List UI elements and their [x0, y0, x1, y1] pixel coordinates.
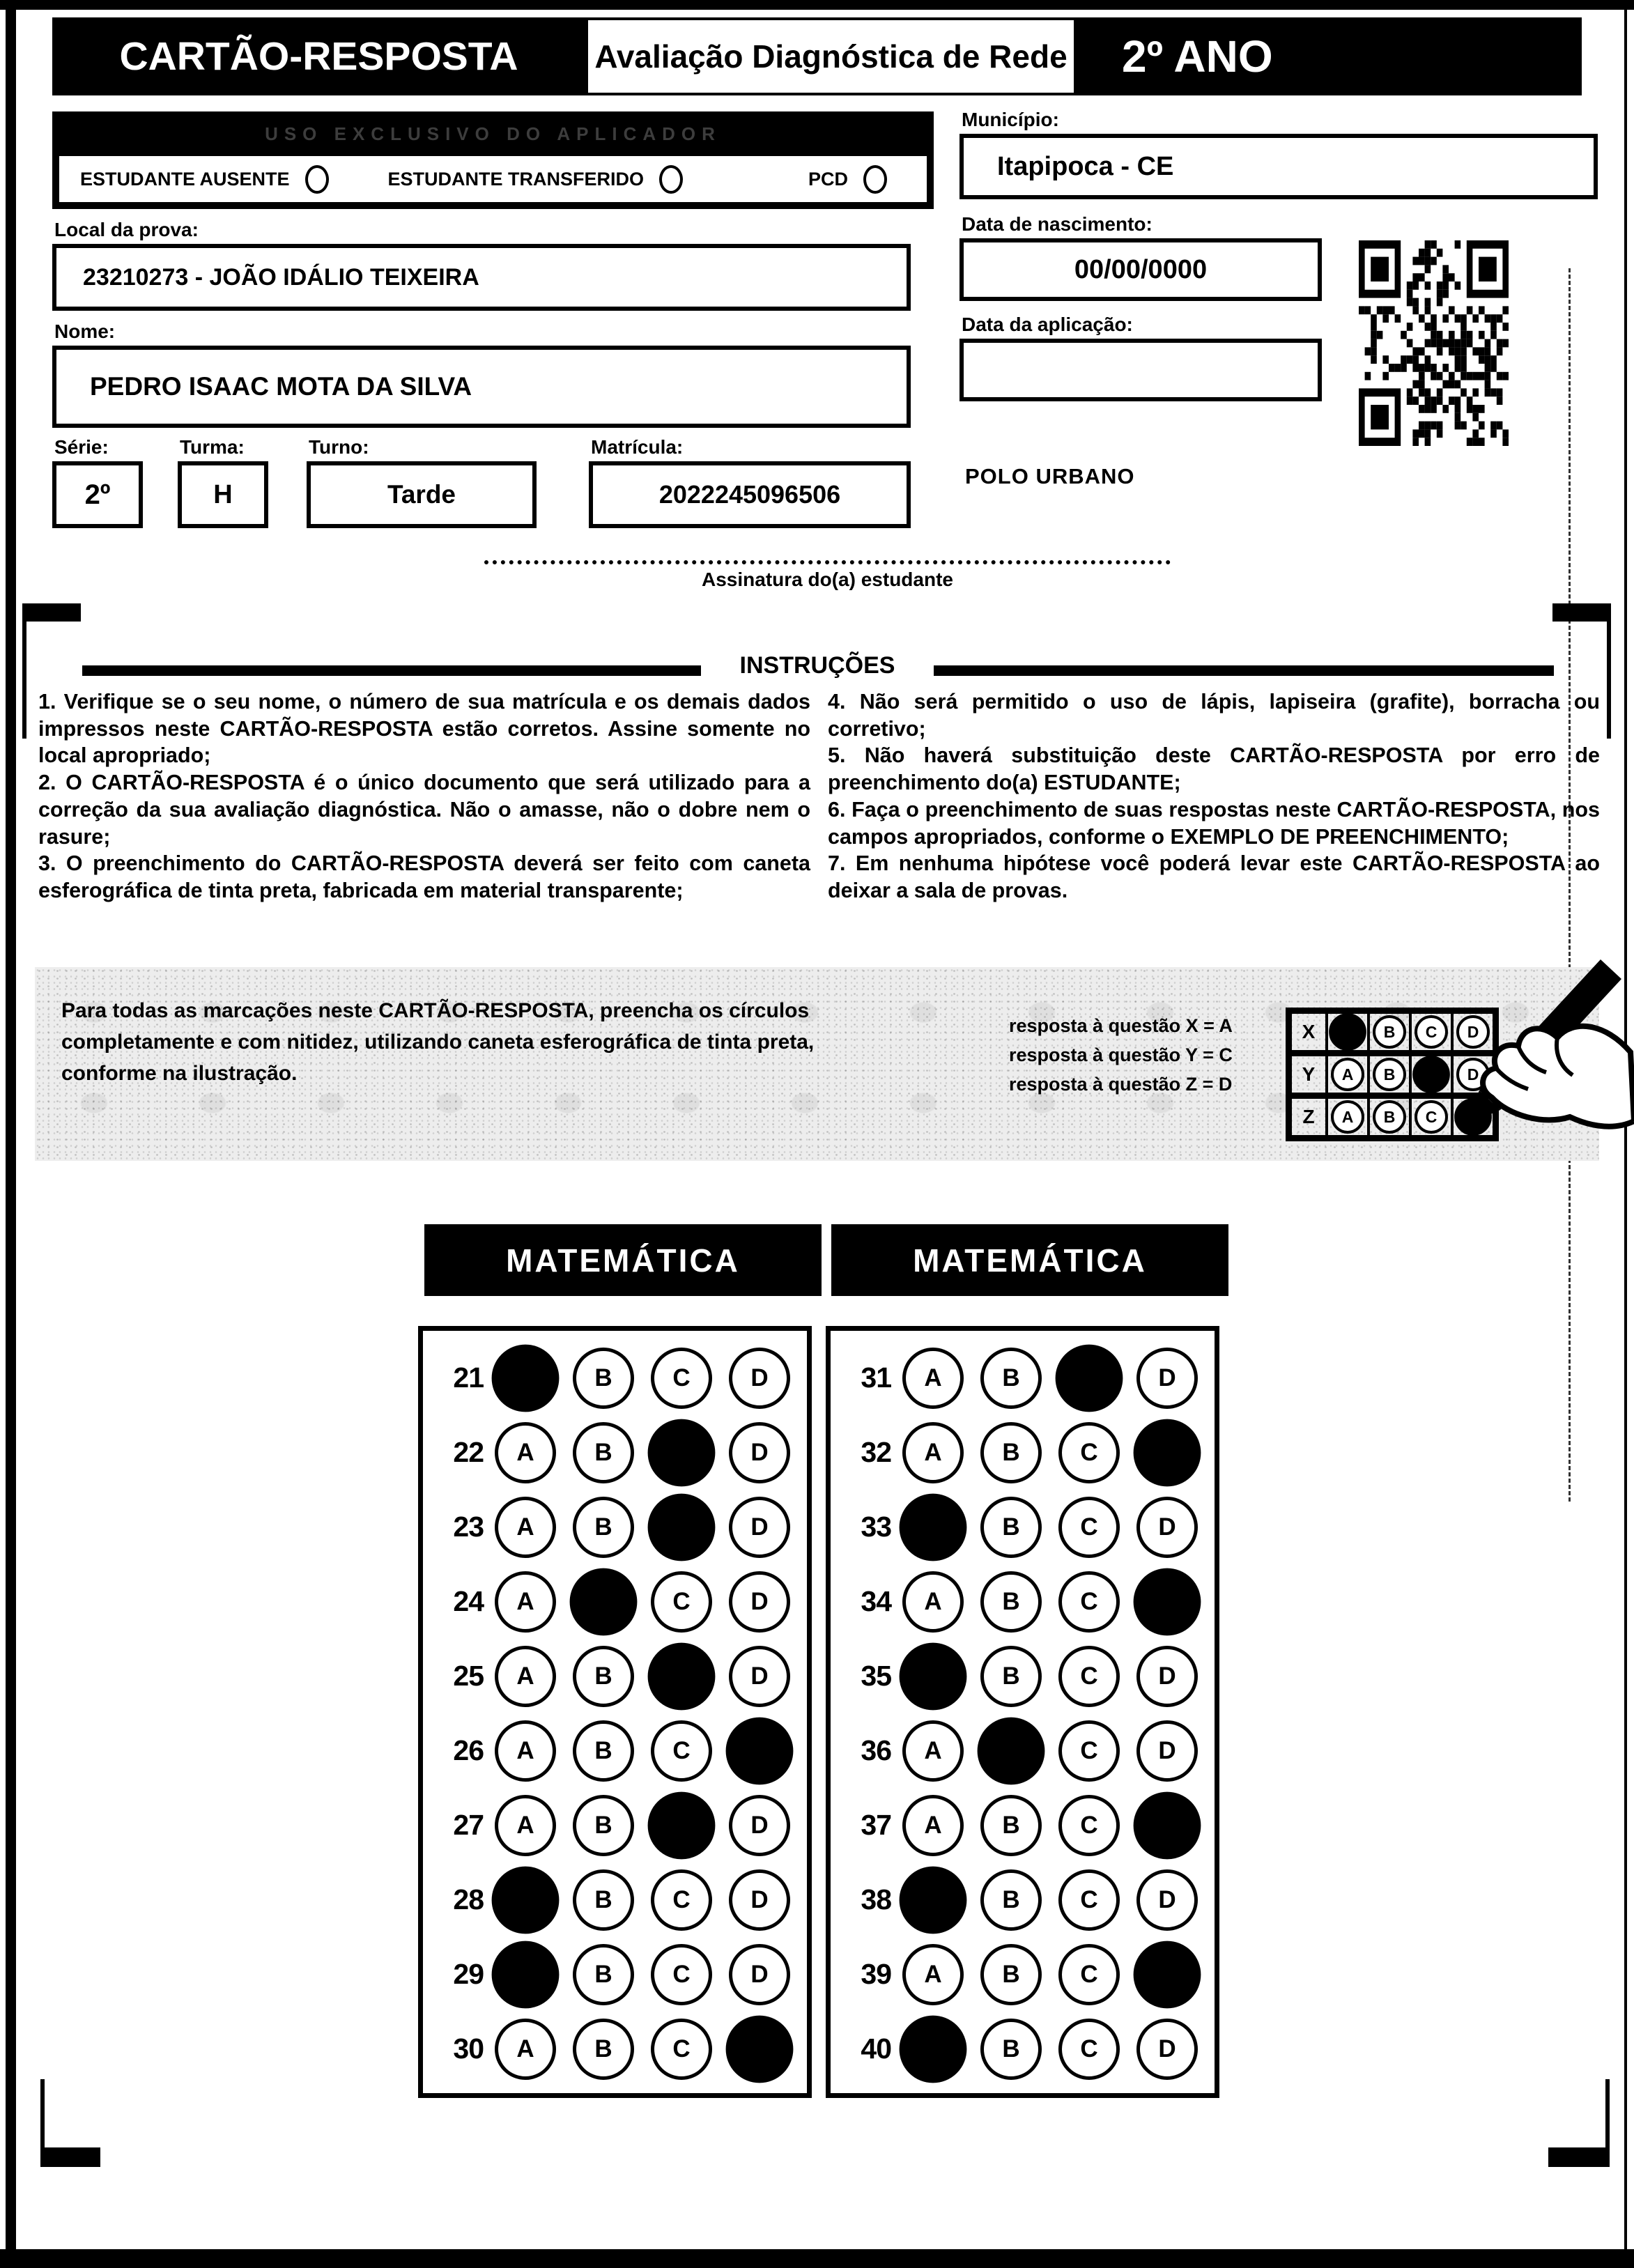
answer-bubble-40-b[interactable]: B: [980, 2019, 1042, 2080]
checkbox-label: ESTUDANTE TRANSFERIDO: [387, 168, 645, 190]
answer-bubble-21-b[interactable]: B: [573, 1348, 634, 1409]
question-number: 28: [453, 1883, 484, 1915]
field-label-matricula: Matrícula:: [591, 436, 684, 458]
answer-bubble-37-c[interactable]: C: [1058, 1795, 1120, 1856]
answer-bubble-22-d[interactable]: D: [729, 1422, 790, 1483]
field-box-municipio: Itapipoca - CE: [959, 134, 1598, 199]
example-bubble-a[interactable]: A: [1331, 1100, 1364, 1134]
answer-bubble-24-a[interactable]: A: [495, 1571, 556, 1633]
instructions-rule-left: [82, 665, 701, 676]
answer-bubble-30-a[interactable]: A: [495, 2019, 556, 2080]
answer-bubble-35-a[interactable]: [900, 1642, 967, 1710]
polo-label: POLO URBANO: [965, 464, 1135, 488]
answer-bubble-22-a[interactable]: A: [495, 1422, 556, 1483]
question-row: [434, 1937, 807, 2012]
hand-pen-illustration-icon: [1418, 958, 1634, 1167]
answer-bubble-39-a[interactable]: A: [902, 1944, 964, 2005]
corner-mark-top-left-line: [22, 622, 26, 739]
answer-bubble-28-b[interactable]: B: [573, 1869, 634, 1931]
answer-bubble-34-a[interactable]: A: [902, 1571, 964, 1633]
corner-mark-top-right-line: [1607, 622, 1611, 739]
fill-example-legend-item: resposta à questão Y = C: [1009, 1044, 1233, 1065]
answer-bubble-24-c[interactable]: C: [651, 1571, 712, 1633]
answer-bubble-28-c[interactable]: C: [651, 1869, 712, 1931]
field-box-serie: 2º: [52, 461, 143, 528]
subject-header-matematica-1: MATEMÁTICA: [424, 1224, 822, 1296]
page-border-top: [0, 0, 1634, 10]
answer-bubble-34-c[interactable]: C: [1058, 1571, 1120, 1633]
answer-bubble-25-a[interactable]: A: [495, 1646, 556, 1707]
answer-bubble-36-c[interactable]: C: [1058, 1720, 1120, 1782]
answer-bubble-33-a[interactable]: [900, 1493, 967, 1561]
answer-bubble-27-c[interactable]: [648, 1791, 716, 1859]
signature-label: Assinatura do(a) estudante: [702, 569, 953, 590]
answer-grid-31-40: [826, 1326, 1219, 2098]
answer-bubble-27-d[interactable]: D: [729, 1795, 790, 1856]
fill-example-text: Para todas as marcações neste CARTÃO-RESPOSTA, preencha os círculos completamente e com nitidez, utilizando caneta esferográfica de tinta preta, conforme na ilustração.: [61, 999, 815, 1085]
question-number: 31: [861, 1361, 891, 1394]
field-label-municipio: Município:: [962, 109, 1059, 130]
answer-bubble-31-d[interactable]: D: [1136, 1348, 1198, 1409]
checkbox-label: PCD: [808, 168, 849, 190]
instruction-item: 2. O CARTÃO-RESPOSTA é o único documento que será utilizado para a correção da sua avaliação diagnóstica. Não o amasse, não o dobre nem o rasure;: [38, 771, 810, 849]
answer-bubble-28-a[interactable]: [492, 1866, 560, 1934]
field-box-matricula: 2022245096506: [589, 461, 911, 528]
answer-bubble-39-c[interactable]: C: [1058, 1944, 1120, 2005]
instructions-title: INSTRUÇÕES: [739, 652, 895, 679]
fill-example-legend-item: resposta à questão X = A: [1009, 1015, 1233, 1036]
question-number: 32: [861, 1436, 891, 1468]
question-number: 35: [861, 1660, 891, 1692]
answer-bubble-40-a[interactable]: [900, 2015, 967, 2083]
question-number: 39: [861, 1958, 891, 1990]
example-question-label: X: [1302, 1021, 1316, 1042]
answer-bubble-38-d[interactable]: D: [1136, 1869, 1198, 1931]
checkbox-item: [388, 165, 684, 194]
field-box-turno: Tarde: [307, 461, 537, 528]
question-row: [434, 2012, 807, 2086]
field-box-aplicacao: [959, 339, 1322, 401]
example-bubble-a[interactable]: [1329, 1013, 1366, 1051]
corner-mark-top-right: [1552, 603, 1611, 622]
answer-bubble-31-a[interactable]: A: [902, 1348, 964, 1409]
answer-bubble-37-d[interactable]: [1134, 1791, 1201, 1859]
answer-bubble-21-c[interactable]: C: [651, 1348, 712, 1409]
applicator-bar-label: USO EXCLUSIVO DO APLICADOR: [265, 123, 721, 144]
example-question-label: Z: [1302, 1106, 1315, 1127]
question-row: [434, 1415, 807, 1490]
example-cell: [1325, 1056, 1367, 1093]
field-box-nascimento: 00/00/0000: [959, 238, 1322, 301]
example-bubble-c[interactable]: C: [1415, 1100, 1448, 1134]
example-bubble-d[interactable]: D: [1456, 1058, 1490, 1091]
fill-example-legend-item: resposta à questão Z = D: [1009, 1073, 1233, 1095]
answer-bubble-23-b[interactable]: B: [573, 1497, 634, 1558]
instruction-item: 6. Faça o preenchimento de suas respostas neste CARTÃO-RESPOSTA, nos campos apropriados, conforme o EXEMPLO DE PREENCHIMENTO;: [828, 797, 1600, 849]
answer-bubble-24-b[interactable]: [570, 1568, 638, 1635]
answer-bubble-32-b[interactable]: B: [980, 1422, 1042, 1483]
question-number: 27: [453, 1809, 484, 1841]
question-row: [434, 1788, 807, 1862]
answer-bubble-21-a[interactable]: [492, 1344, 560, 1412]
question-number: 38: [861, 1883, 891, 1915]
answer-bubble-33-c[interactable]: C: [1058, 1497, 1120, 1558]
answer-bubble-29-d[interactable]: D: [729, 1944, 790, 2005]
question-row: [434, 1341, 807, 1415]
answer-bubble-34-b[interactable]: B: [980, 1571, 1042, 1633]
question-row: [842, 1937, 1215, 2012]
example-question-label: Y: [1302, 1063, 1316, 1085]
answer-bubble-27-b[interactable]: B: [573, 1795, 634, 1856]
example-cell: [1367, 1056, 1409, 1093]
answer-bubble-26-d[interactable]: [726, 1717, 794, 1784]
instructions-column-right: [828, 688, 1600, 904]
page-title: CARTÃO-RESPOSTA: [52, 17, 585, 95]
instruction-item: 4. Não será permitido o uso de lápis, lapiseira (grafite), borracha ou corretivo;: [828, 690, 1600, 741]
field-label-turno: Turno:: [309, 436, 369, 458]
question-row: [842, 2012, 1215, 2086]
field-label-nome: Nome:: [54, 321, 116, 342]
question-number: 33: [861, 1511, 891, 1543]
answer-bubble-22-b[interactable]: B: [573, 1422, 634, 1483]
answer-bubble-39-d[interactable]: [1134, 1941, 1201, 2008]
example-bubble-b[interactable]: B: [1373, 1100, 1406, 1134]
answer-bubble-32-c[interactable]: C: [1058, 1422, 1120, 1483]
answer-bubble-39-b[interactable]: B: [980, 1944, 1042, 2005]
question-row: [434, 1639, 807, 1713]
corner-mark-bottom-right: [1548, 2147, 1610, 2167]
exam-name: Avaliação Diagnóstica de Rede: [585, 17, 1077, 95]
example-bubble-b[interactable]: B: [1373, 1015, 1406, 1049]
field-box-local: 23210273 - JOÃO IDÁLIO TEIXEIRA: [52, 244, 911, 311]
checkbox-circle[interactable]: [659, 165, 683, 194]
answer-bubble-38-b[interactable]: B: [980, 1869, 1042, 1931]
answer-bubble-33-b[interactable]: B: [980, 1497, 1042, 1558]
answer-bubble-29-a[interactable]: [492, 1941, 560, 2008]
field-label-serie: Série:: [54, 436, 109, 458]
instructions-rule-right: [934, 665, 1554, 676]
answer-bubble-34-d[interactable]: [1134, 1568, 1201, 1635]
fill-example-legend: [1009, 1012, 1233, 1100]
field-box-turma: H: [178, 461, 268, 528]
instruction-item: 3. O preenchimento do CARTÃO-RESPOSTA deverá ser feito com caneta esferográfica de tinta preta, fabricada em material transparente;: [38, 851, 810, 903]
answer-bubble-26-b[interactable]: B: [573, 1720, 634, 1782]
answer-bubble-30-b[interactable]: B: [573, 2019, 634, 2080]
answer-bubble-22-c[interactable]: [648, 1419, 716, 1486]
answer-bubble-40-d[interactable]: D: [1136, 2019, 1198, 2080]
answer-bubble-32-a[interactable]: A: [902, 1422, 964, 1483]
answer-bubble-31-b[interactable]: B: [980, 1348, 1042, 1409]
question-number: 24: [453, 1585, 484, 1617]
answer-bubble-26-c[interactable]: C: [651, 1720, 712, 1782]
example-cell: [1325, 1099, 1367, 1135]
qr-code-icon: [1359, 240, 1509, 446]
grade-badge: 2º ANO: [1077, 17, 1582, 95]
applicator-section: [52, 111, 934, 209]
answer-grid-21-30: [418, 1326, 812, 2098]
question-number: 40: [861, 2032, 891, 2065]
answer-bubble-36-a[interactable]: A: [902, 1720, 964, 1782]
question-number: 36: [861, 1734, 891, 1766]
example-cell: [1367, 1014, 1409, 1050]
question-number: 22: [453, 1436, 484, 1468]
answer-bubble-30-c[interactable]: C: [651, 2019, 712, 2080]
subject-header-matematica-2: MATEMÁTICA: [831, 1224, 1228, 1296]
field-label-aplicacao: Data da aplicação:: [962, 314, 1133, 335]
checkbox-circle[interactable]: [305, 165, 329, 194]
answer-bubble-21-d[interactable]: D: [729, 1348, 790, 1409]
answer-bubble-38-c[interactable]: C: [1058, 1869, 1120, 1931]
answer-bubble-27-a[interactable]: A: [495, 1795, 556, 1856]
question-row: [842, 1862, 1215, 1937]
answer-bubble-37-b[interactable]: B: [980, 1795, 1042, 1856]
checkbox-circle[interactable]: [863, 165, 887, 194]
page-border-left: [6, 0, 16, 2268]
answer-bubble-33-d[interactable]: D: [1136, 1497, 1198, 1558]
question-row: [434, 1862, 807, 1937]
answer-bubble-30-d[interactable]: [726, 2015, 794, 2083]
answer-bubble-25-d[interactable]: D: [729, 1646, 790, 1707]
corner-mark-top-left: [22, 603, 81, 622]
answer-bubble-24-d[interactable]: D: [729, 1571, 790, 1633]
question-row: [842, 1341, 1215, 1415]
corner-mark-bottom-left-line: [40, 2079, 45, 2149]
field-label-turma: Turma:: [180, 436, 245, 458]
question-number: 23: [453, 1511, 484, 1543]
checkbox-label: ESTUDANTE AUSENTE: [80, 168, 290, 190]
page-border-bottom: [0, 2249, 1634, 2268]
field-label-nascimento: Data de nascimento:: [962, 213, 1153, 235]
question-number: 25: [453, 1660, 484, 1692]
answer-bubble-31-c[interactable]: [1056, 1344, 1123, 1412]
answer-bubble-35-d[interactable]: D: [1136, 1646, 1198, 1707]
instructions-column-left: [38, 688, 810, 904]
corner-mark-bottom-right-line: [1605, 2079, 1610, 2149]
answer-bubble-23-a[interactable]: A: [495, 1497, 556, 1558]
instruction-item: 7. Em nenhuma hipótese você poderá levar este CARTÃO-RESPOSTA ao deixar a sala de provas.: [828, 851, 1600, 903]
field-label-local: Local da prova:: [54, 219, 199, 240]
question-row: [842, 1713, 1215, 1788]
answer-bubble-23-c[interactable]: [648, 1493, 716, 1561]
answer-bubble-36-b[interactable]: [978, 1717, 1045, 1784]
example-bubble-d[interactable]: D: [1456, 1015, 1490, 1049]
question-number: 30: [453, 2032, 484, 2065]
question-row: [434, 1564, 807, 1639]
corner-mark-bottom-left: [40, 2147, 100, 2167]
question-row: [842, 1788, 1215, 1862]
example-bubble-a[interactable]: A: [1331, 1058, 1364, 1091]
answer-bubble-36-d[interactable]: D: [1136, 1720, 1198, 1782]
question-number: 21: [453, 1361, 484, 1394]
answer-bubble-29-b[interactable]: B: [573, 1944, 634, 2005]
instruction-item: 1. Verifique se o seu nome, o número de sua matrícula e os demais dados impressos neste CARTÃO-RESPOSTA estão corretos. Assine somente no local apropriado;: [38, 690, 810, 768]
answer-bubble-23-d[interactable]: D: [729, 1497, 790, 1558]
question-row: [842, 1564, 1215, 1639]
signature-line[interactable]: [484, 535, 1171, 564]
field-box-nome: PEDRO ISAAC MOTA DA SILVA: [52, 346, 911, 428]
applicator-checkbox-row: [59, 156, 927, 202]
question-number: 37: [861, 1809, 891, 1841]
example-cell: [1325, 1014, 1367, 1050]
question-row: [434, 1713, 807, 1788]
question-row: [842, 1490, 1215, 1564]
example-bubble-b[interactable]: B: [1373, 1058, 1406, 1091]
question-row: [842, 1415, 1215, 1490]
example-bubble-c[interactable]: C: [1415, 1015, 1448, 1049]
checkbox-item: [80, 165, 329, 194]
question-row: [434, 1490, 807, 1564]
checkbox-item: [808, 165, 887, 194]
question-number: 29: [453, 1958, 484, 1990]
question-number: 34: [861, 1585, 891, 1617]
question-row: [842, 1639, 1215, 1713]
fill-example-box: [35, 967, 1599, 1161]
answer-bubble-40-c[interactable]: C: [1058, 2019, 1120, 2080]
answer-bubble-38-a[interactable]: [900, 1866, 967, 1934]
answer-bubble-25-b[interactable]: B: [573, 1646, 634, 1707]
answer-bubble-26-a[interactable]: A: [495, 1720, 556, 1782]
answer-bubble-29-c[interactable]: C: [651, 1944, 712, 2005]
answer-bubble-35-b[interactable]: B: [980, 1646, 1042, 1707]
answer-bubble-28-d[interactable]: D: [729, 1869, 790, 1931]
answer-bubble-37-a[interactable]: A: [902, 1795, 964, 1856]
question-number: 26: [453, 1734, 484, 1766]
example-cell: [1367, 1099, 1409, 1135]
instruction-item: 5. Não haverá substituição deste CARTÃO-RESPOSTA por erro de preenchimento do(a) ESTUDANTE;: [828, 743, 1600, 795]
answer-bubble-35-c[interactable]: C: [1058, 1646, 1120, 1707]
answer-bubble-25-c[interactable]: [648, 1642, 716, 1710]
answer-bubble-32-d[interactable]: [1134, 1419, 1201, 1486]
